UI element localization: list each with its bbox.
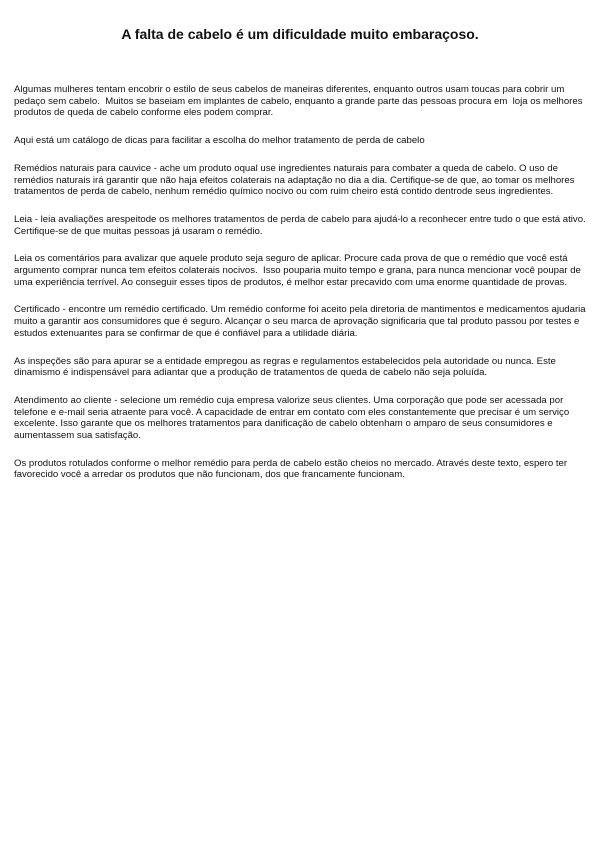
- paragraph-natural-remedies: Remédios naturais para cauvice - ache um produto oqual use ingredientes naturais para combater a queda de cabelo. O uso de remédios naturais irá garantir que não haja efeitos colaterais na adaptação no dia a dia. Certifique-se de que, ao tomar os melhores tratamentos de perda de cabelo, nenhum remédio químico nocivo ou com ruim cheiro está contido dentrode seus ingredientes.: [14, 162, 578, 198]
- paragraph-conclusion: Os produtos rotulados conforme o melhor remédio para perda de cabelo estão cheios no mercado. Através deste texto, espero ter favorecido você a arredar os produtos que não funcionam, dos que francamente funcionam.: [14, 457, 570, 481]
- paragraph-customer-service: Atendimento ao cliente - selecione um remédio cuja empresa valorize seus clientes. Uma corporação que pode ser acessada por telefone e e-mail seria atraente para você. A capacidade de entrar em contato com eles constantemente que precisar é um serviço excelente. Isso garante que os melhores tratamentos para danificação de cabelo obtenham o amparo de seus consumidores e aumentassem sua satisfação.: [14, 394, 572, 442]
- document-body: [14, 84, 590, 497]
- paragraph-certified: Certificado - encontre um remédio certificado. Um remédio conforme foi aceito pela diretoria de mantimentos e medicamentos ajudaria muito a garantir aos consumidores que é seguro. Alcançar o seu marca de aprovação significaria que tal produto passou por testes e estudos extenuantes para se confirmar de que é confiável para a utilidade diária.: [14, 304, 589, 339]
- paragraph-inspections: As inspeções são para apurar se a entidade empregou as regras e regulamentos estabelecidos pela autoridade ou nunca. Este dinamismo é indispensável para adiantar que a produção de tratamentos de queda de cabelo não seja poluída.: [14, 355, 559, 379]
- paragraph-comments: Leia os comentários para avalizar que aquele produto seja seguro de aplicar. Procure cada prova de que o remédio que você está argumento comprar nunca tem efeitos colaterais nocivos. Isso pouparia muito tempo e grana, para nunca mencionar você poupar de uma experiência terrível. Ao conseguir esses tipos de produtos, é melhor estar precavido com uma enorme quantidade de provas.: [14, 253, 584, 288]
- paragraph-catalog: Aqui está um catálogo de dicas para facilitar a escolha do melhor tratamento de perda de cabelo: [14, 135, 425, 147]
- paragraph-intro: Algumas mulheres tentam encobrir o estilo de seus cabelos de maneiras diferentes, enquanto outros usam toucas para cobrir um pedaço sem cabelo. Muitos se baseiam em implantes de cabelo, enquanto a grande parte das pessoas procura em loja os melhores produtos de queda de cabelo conforme eles podem comprar.: [14, 84, 586, 119]
- paragraph-reviews: Leia - leia avaliações arespeitode os melhores tratamentos de perda de cabelo para ajudá-lo a reconhecer entre tudo o que está ativo. Certifique-se de que muitas pessoas já usaram o remédio.: [14, 213, 589, 237]
- page-title: A falta de cabelo é um dificuldade muito embaraçoso.: [121, 26, 479, 42]
